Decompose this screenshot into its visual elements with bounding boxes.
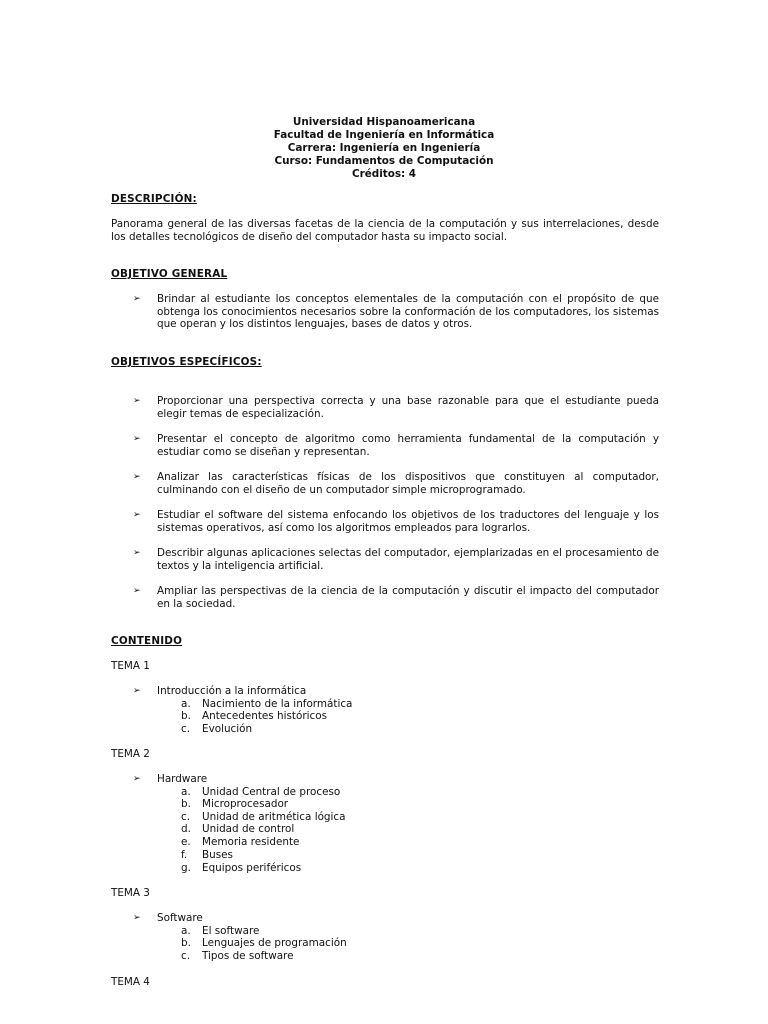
sub-item-letter: a. [181,925,191,937]
sub-item-letter: f. [181,849,188,861]
objetivo-general-heading: OBJETIVO GENERAL [111,268,228,280]
sub-item-text: Tipos de software [202,950,294,962]
list-item-text: Presentar el concepto de algoritmo como herramienta fundamental de la computación y estudiar como se diseñan y representan. [157,433,659,458]
sub-item-text: Unidad de aritmética lógica [202,811,346,823]
list-item-text: Ampliar las perspectivas de la ciencia de la computación y discutir el impacto del computador en la sociedad. [157,585,659,610]
tema-label: TEMA 2 [111,748,150,760]
sub-item-text: Unidad Central de proceso [202,786,341,798]
sub-item-text: Memoria residente [202,836,300,848]
tema-label: TEMA 4 [111,976,150,988]
university-name: Universidad Hispanoamericana [292,116,476,128]
arrowhead-bullet-icon: ➢ [133,434,141,444]
tema-topic: Hardware [157,773,208,785]
list-item-text: Estudiar el software del sistema enfocando los objetivos de los traductores del lenguaje y los sistemas operativos, así como los algoritmos empleados para lograrlos. [157,509,659,534]
tema-topic: Introducción a la informática [157,685,307,697]
arrowhead-bullet-icon: ➢ [133,548,141,558]
arrowhead-bullet-icon: ➢ [133,472,141,482]
list-item-text: Brindar al estudiante los conceptos elementales de la computación con el propósito de que obtenga los conocimientos necesarios sobre la conformación de los computadores, los sistemas que operan y los distintos lenguajes, bases de datos y otros. [157,293,659,331]
tema-label: TEMA 1 [111,660,150,672]
sub-item-letter: b. [181,710,191,722]
sub-item-letter: b. [181,798,191,810]
descripcion-text: Panorama general de las diversas facetas de la ciencia de la computación y sus interrelaciones, desde los detalles tecnológicos de diseño del computador hasta su impacto social. [111,218,659,243]
credits: Créditos: 4 [351,168,417,180]
arrowhead-bullet-icon: ➢ [133,396,141,406]
sub-item-letter: g. [181,862,191,874]
arrowhead-bullet-icon: ➢ [133,586,141,596]
sub-item-letter: c. [181,950,191,962]
sub-item-letter: a. [181,786,191,798]
sub-item-text: Evolución [202,723,253,735]
arrowhead-bullet-icon: ➢ [133,774,141,784]
arrowhead-bullet-icon: ➢ [133,686,141,696]
sub-item-text: Microprocesador [202,798,289,810]
arrowhead-bullet-icon: ➢ [133,510,141,520]
sub-item-text: Equipos periféricos [202,862,302,874]
sub-item-text: El software [202,925,260,937]
career-name: Carrera: Ingeniería en Ingeniería [287,142,481,154]
list-item-text: Proporcionar una perspectiva correcta y una base razonable para que el estudiante pueda elegir temas de especialización. [157,395,659,420]
list-item-text: Analizar las características físicas de los dispositivos que constituyen al computador, culminando con el diseño de un computador simple microprogramado. [157,471,659,496]
document-header [0,116,768,181]
sub-item-text: Nacimiento de la informática [202,698,353,710]
sub-item-letter: b. [181,937,191,949]
sub-item-letter: e. [181,836,191,848]
sub-item-text: Lenguajes de programación [202,937,347,949]
tema-topic: Software [157,912,203,924]
sub-item-letter: a. [181,698,191,710]
sub-item-letter: c. [181,811,191,823]
faculty-name: Facultad de Ingeniería en Informática [273,129,495,141]
sub-item-text: Unidad de control [202,823,295,835]
tema-label: TEMA 3 [111,887,150,899]
sub-item-letter: d. [181,823,191,835]
course-name: Curso: Fundamentos de Computación [274,155,494,167]
arrowhead-bullet-icon: ➢ [133,294,141,304]
objetivos-especificos-heading: OBJETIVOS ESPECÍFICOS: [111,356,262,368]
sub-item-text: Antecedentes históricos [202,710,327,722]
descripcion-heading: DESCRIPCIÓN: [111,193,197,205]
sub-item-text: Buses [202,849,233,861]
contenido-heading: CONTENIDO [111,635,183,647]
list-item-text: Describir algunas aplicaciones selectas del computador, ejemplarizadas en el procesamiento de textos y la inteligencia artificial. [157,547,659,572]
sub-item-letter: c. [181,723,191,735]
arrowhead-bullet-icon: ➢ [133,913,141,923]
